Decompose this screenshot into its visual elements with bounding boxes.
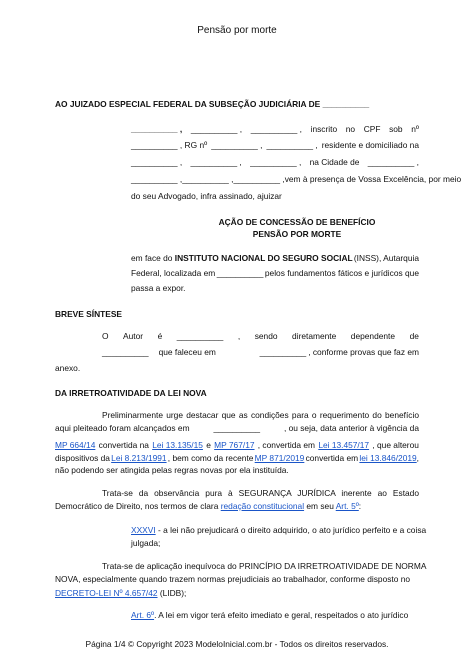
text: , ou seja, data anterior à vigência da — [283, 423, 419, 433]
link-art-6[interactable]: Art. 6º — [131, 610, 155, 620]
text: , — [237, 331, 241, 341]
blank: __________ — [216, 268, 264, 278]
text: sob — [389, 124, 403, 134]
quote1-line-1 — [131, 525, 427, 535]
text: : — [358, 501, 362, 511]
section-title-summary: BREVE SÍNTESE — [55, 309, 123, 319]
summary-line-1 — [102, 332, 419, 340]
text: - a lei não prejudicará o direito adquirido, o ato jurídico perfeito e a coisa — [155, 525, 427, 535]
text: __________ , RG nº — [131, 140, 208, 150]
text: , que alterou — [372, 440, 419, 450]
blank: __________ , — [131, 174, 183, 184]
text: diretamente — [292, 331, 337, 341]
page-footer: Página 1/4 © Copyright 2023 ModeloInicial.com.br - Todos os direitos reservados. — [85, 639, 389, 649]
quote2-line-1 — [131, 611, 408, 619]
qualification-line-3 — [131, 158, 419, 166]
link-decreto-lei[interactable]: DECRETO-LEI Nº 4.657/42 — [55, 588, 158, 598]
text: (INSS), Autarquia — [353, 253, 419, 263]
quote1-line-2: julgada; — [131, 538, 161, 548]
summary-line-3: anexo. — [55, 363, 81, 373]
text: é — [157, 331, 163, 341]
blank: __________ , — [367, 157, 419, 167]
qualification-line-2 — [131, 141, 419, 149]
text: aqui pleiteado foram alcançados em — [55, 423, 190, 433]
court-line: AO JUIZADO ESPECIAL FEDERAL DA SUBSEÇÃO JUDICIÁRIA DE __________ — [55, 99, 370, 109]
blank: __________ , — [211, 140, 263, 150]
link-lei-8213[interactable]: Lei 8.213/1991 — [111, 453, 167, 463]
link-mp-871[interactable]: MP 871/2019 — [254, 453, 305, 463]
blank: __________ , — [182, 174, 234, 184]
blank: __________ , — [250, 157, 302, 167]
text: vem à presença de Vossa Excelência, por meio — [284, 174, 462, 184]
link-lei-13457[interactable]: Lei 13.457/17 — [318, 440, 370, 450]
summary-line-2 — [102, 348, 419, 356]
link-lei-13846[interactable]: lei 13.846/2019 — [359, 453, 417, 463]
text: (LIDB); — [157, 588, 187, 598]
text: nº — [411, 124, 419, 134]
defendant-name: INSTITUTO NACIONAL DO SEGURO SOCIAL — [174, 253, 353, 263]
text: CPF — [363, 124, 381, 134]
text: , convertida em — [257, 440, 316, 450]
para1-line-3 — [55, 441, 419, 449]
text: pelos fundamentos fáticos e jurídicos que — [264, 268, 419, 278]
defendant-line-2 — [131, 269, 419, 277]
blank: __________ — [213, 423, 261, 433]
text: na Cidade de — [309, 157, 360, 167]
blank: __________ — [259, 347, 307, 357]
text: O — [102, 331, 109, 341]
qualification-line-4 — [131, 174, 462, 184]
text: sendo — [254, 331, 278, 341]
link-mp-664[interactable]: MP 664/14 — [55, 440, 96, 450]
text: Federal, localizada em — [131, 268, 216, 278]
text: e — [206, 440, 211, 450]
blank: __________ , — [131, 124, 183, 134]
para3-line-2: NOVA, especialmente quando trazem normas prejudiciais ao trabalhador, conforme disposto no — [55, 574, 411, 584]
link-lei-13135[interactable]: Lei 13.135/15 — [152, 440, 203, 450]
defendant-line-3: passa a expor. — [131, 283, 186, 293]
text: convertida na — [98, 440, 149, 450]
blank: __________ , — [250, 124, 302, 134]
link-xxxvi[interactable]: XXXVI — [131, 525, 156, 535]
text: dependente — [350, 331, 396, 341]
text: que faleceu em — [158, 347, 216, 357]
link-constitution[interactable]: redação constitucional — [220, 501, 305, 511]
text: Democrático de Direito, nos termos de clara — [55, 501, 221, 511]
text: . A lei em vigor terá efeito imediato e geral, respeitados o ato jurídico — [154, 610, 409, 620]
action-title: AÇÃO DE CONCESSÃO DE BENEFÍCIO — [218, 217, 376, 227]
text: em seu — [304, 501, 336, 511]
para1-line-2 — [55, 424, 419, 432]
text: inscrito — [310, 124, 338, 134]
blank: __________ — [176, 331, 224, 341]
text: , — [416, 453, 419, 463]
text: de — [409, 331, 419, 341]
blank: __________ , — [190, 157, 242, 167]
blank: __________ , — [266, 140, 318, 150]
para2-line-1: Trata-se da observância pura à SEGURANÇA JURÍDICA inerente ao Estado — [102, 488, 419, 498]
text: dispositivos da — [55, 453, 110, 463]
text: , conforme provas que faz em — [308, 347, 419, 357]
blank: __________ — [102, 347, 149, 357]
blank: __________ , — [190, 124, 243, 134]
para1-line-4 — [55, 454, 419, 462]
link-mp-767[interactable]: MP 767/17 — [214, 440, 255, 450]
page-header: Pensão por morte — [197, 25, 277, 36]
text: Autor — [123, 331, 144, 341]
para1-line-1: Preliminarmente urge destacar que as condições para o requerimento do benefício — [102, 410, 419, 420]
para3-line-3 — [55, 589, 186, 597]
blank: __________ , — [131, 157, 183, 167]
para3-line-1: Trata-se de aplicação inequívoca do PRINCÍPIO DA IRRETROATIVIDADE DE NORMA — [102, 561, 427, 571]
action-subtitle: PENSÃO POR MORTE — [252, 229, 342, 239]
link-art-5[interactable]: Art. 5º — [335, 501, 359, 511]
qualification-line-5: do seu Advogado, infra assinado, ajuizar — [131, 191, 282, 201]
section-title-irretroactivity: DA IRRETROATIVIDADE DA LEI NOVA — [55, 388, 207, 398]
text: , bem como da recente — [167, 453, 254, 463]
text: residente e domiciliado na — [321, 140, 419, 150]
defendant-line-1 — [131, 254, 419, 262]
text: em face do — [131, 253, 175, 263]
text: no — [345, 124, 356, 134]
qualification-line-1 — [131, 125, 419, 133]
blank: __________ , — [233, 174, 285, 184]
para1-line-5: não podendo ser atingida pelas regras novas por ela instituída. — [55, 465, 289, 475]
para2-line-2 — [55, 502, 361, 510]
text: convertida em — [305, 453, 359, 463]
